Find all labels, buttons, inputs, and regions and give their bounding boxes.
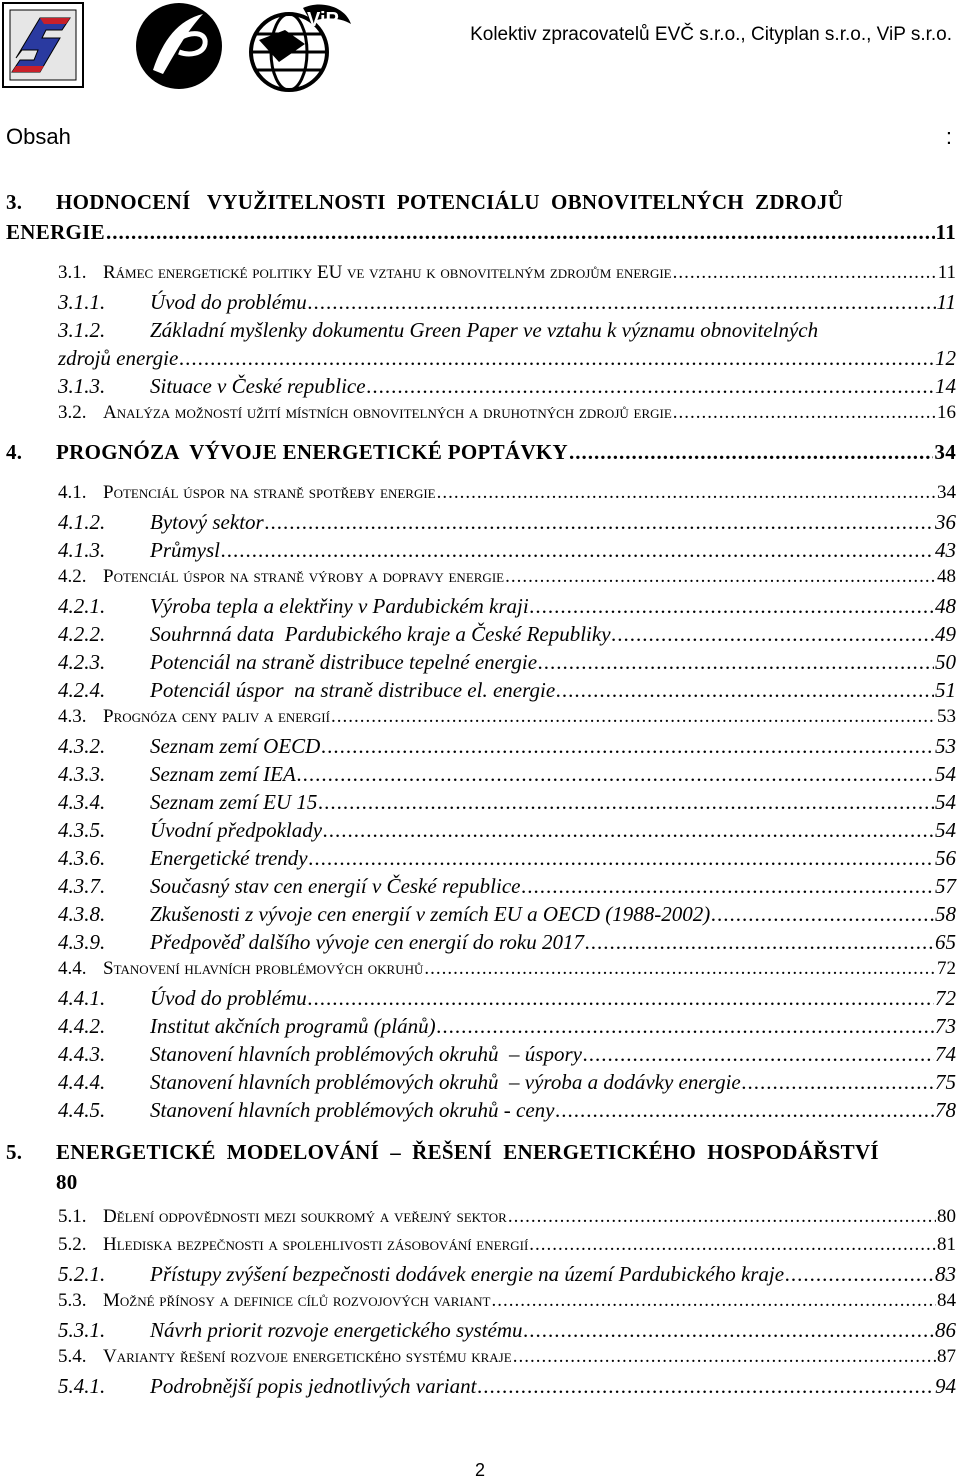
toc-entry-title: Úvod do problému	[150, 986, 307, 1010]
toc-entry-title: Výroba tepla a elektřiny v Pardubickém kraji	[150, 594, 529, 618]
toc-entry[interactable]	[58, 650, 956, 675]
toc-entry[interactable]	[58, 1098, 956, 1123]
toc-entry-number: 3.1.2.	[58, 318, 106, 342]
toc-entry[interactable]	[56, 1170, 956, 1195]
toc-entry[interactable]	[58, 1374, 956, 1399]
toc-colon: :	[945, 124, 952, 149]
toc-leader	[585, 930, 934, 955]
toc-entry-number: 3.1.1.	[58, 290, 106, 314]
toc-entry[interactable]	[58, 1290, 956, 1312]
toc-entry-title: Potenciál úspor na straně výroby a dopravy energie	[103, 566, 505, 587]
toc-entry-number: 4.4.1.	[58, 986, 106, 1010]
toc-entry-number: 4.4.5.	[58, 1098, 106, 1122]
toc-leader	[367, 374, 934, 399]
toc-leader	[569, 440, 933, 465]
toc-leader	[437, 482, 936, 504]
toc-entry-title: Stanovení hlavních problémových okruhů	[103, 958, 424, 979]
toc-entry[interactable]	[58, 402, 956, 424]
toc-entry[interactable]	[58, 930, 956, 955]
toc-entry-page: 72	[937, 958, 956, 979]
toc-entry-title: Současný stav cen energií v České republice	[150, 874, 521, 898]
toc-entry[interactable]	[58, 902, 956, 927]
toc-entry-number: 3.1.3.	[58, 374, 106, 398]
toc-entry-page: 86	[935, 1318, 956, 1342]
toc-entry-number: 3.	[6, 190, 23, 214]
toc-entry[interactable]	[58, 874, 956, 899]
toc-entry[interactable]	[58, 846, 956, 871]
toc-entry-title: Základní myšlenky dokumentu Green Paper ve vztahu k významu obnovitelných	[150, 318, 819, 342]
toc-entry[interactable]	[58, 290, 956, 315]
toc-leader	[106, 220, 935, 245]
toc-entry-title: PROGNÓZA VÝVOJE ENERGETICKÉ POPTÁVKY	[56, 440, 569, 464]
toc-entry-number: 5.1.	[58, 1206, 87, 1227]
toc-entry-page: 81	[937, 1234, 956, 1255]
toc-entry-page: 11	[935, 220, 956, 244]
toc-entry-title: Dělení odpovědnosti mezi soukromý a veřejný sektor	[103, 1206, 507, 1227]
toc-leader	[523, 1318, 934, 1343]
toc-entry-page: 74	[935, 1042, 956, 1066]
toc-entry[interactable]	[58, 762, 956, 787]
toc-title: Obsah	[6, 124, 71, 149]
toc-entry-number: 5.2.1.	[58, 1262, 106, 1286]
toc-entry-page: 57	[935, 874, 956, 898]
toc-entry-number: 4.4.	[58, 958, 87, 979]
toc-entry-number: 4.3.4.	[58, 790, 106, 814]
toc-entry-number: 5.2.	[58, 1234, 87, 1255]
toc-entry[interactable]	[58, 1346, 956, 1368]
toc-entry-page: 78	[935, 1098, 956, 1122]
toc-leader	[323, 818, 934, 843]
toc-leader	[477, 1374, 934, 1399]
toc-entry[interactable]	[58, 566, 956, 588]
toc-entry-number: 4.2.1.	[58, 594, 106, 618]
toc-entry[interactable]	[58, 1318, 956, 1343]
toc-leader	[711, 902, 934, 927]
toc-leader	[179, 346, 934, 371]
toc-entry-number: 4.3.	[58, 706, 87, 727]
toc-leader	[424, 958, 936, 980]
toc-entry[interactable]	[58, 318, 956, 343]
toc-entry-title: Stanovení hlavních problémových okruhů - ceny	[150, 1098, 555, 1122]
toc-entry-page: 73	[935, 1014, 956, 1038]
toc-entry-title: Hlediska bezpečnosti a spolehlivosti zásobování energií	[103, 1234, 529, 1255]
toc-entry[interactable]	[58, 1262, 956, 1287]
toc-entry-title: Souhrnná data Pardubického kraje a České Republiky	[150, 622, 611, 646]
toc-entry-number: 5.3.1.	[58, 1318, 106, 1342]
toc-entry-page: 84	[937, 1290, 956, 1311]
toc-leader	[492, 1290, 937, 1312]
toc-entry[interactable]	[58, 262, 956, 284]
toc-leader	[308, 986, 934, 1011]
toc-entry-title: Potenciál na straně distribuce tepelné energie	[150, 650, 538, 674]
toc-entry-title: Stanovení hlavních problémových okruhů – výroba a dodávky energie	[150, 1070, 741, 1094]
toc-leader	[318, 790, 934, 815]
toc-entry-number: 4.4.4.	[58, 1070, 106, 1094]
toc-entry-title: Varianty řešení rozvoje energetického systému kraje	[103, 1346, 512, 1367]
toc-entry-title: Analýza možností užití místních obnovitelných a druhotných zdrojů ergie	[103, 402, 672, 423]
toc-entry-page: 16	[937, 402, 956, 423]
toc-entry-page: 54	[935, 790, 956, 814]
toc-entry-title: Seznam zemí OECD	[150, 734, 321, 758]
toc-entry-page: 72	[935, 986, 956, 1010]
toc-entry-number: 4.3.5.	[58, 818, 106, 842]
toc-leader	[521, 874, 934, 899]
toc-entry[interactable]	[58, 538, 956, 563]
toc-entry[interactable]	[58, 374, 956, 399]
toc-entry-title: Možné přínosy a definice cílů rozvojových variant	[103, 1290, 491, 1311]
toc-entry-title: Zkušenosti z vývoje cen energií v zemích EU a OECD (1988-2002)	[150, 902, 711, 926]
toc-leader	[538, 650, 934, 675]
toc-entry-number: 4.2.	[58, 566, 87, 587]
toc-entry-page: 87	[937, 1346, 956, 1367]
toc-entry-page: 75	[935, 1070, 956, 1094]
toc-leader	[265, 510, 934, 535]
toc-leader	[583, 1042, 934, 1067]
toc-entry-page: 14	[935, 374, 956, 398]
toc-leader	[673, 402, 936, 424]
toc-entry-number: 4.4.3.	[58, 1042, 106, 1066]
toc-entry[interactable]	[58, 482, 956, 504]
toc-entry-page: 54	[935, 762, 956, 786]
toc-entry-title: Rámec energetické politiky EU ve vztahu k obnovitelným zdrojům energie	[103, 262, 672, 283]
toc-leader	[308, 290, 936, 315]
toc-entry-number: 4.	[6, 440, 23, 464]
toc-leader	[612, 622, 934, 647]
toc-entry-number: 4.3.8.	[58, 902, 106, 926]
vip-logo-text: ViP	[307, 9, 339, 31]
toc-entry-number: 3.1.	[58, 262, 87, 283]
toc-leader	[513, 1346, 936, 1368]
toc-entry[interactable]	[58, 594, 956, 619]
toc-entry[interactable]	[58, 1014, 956, 1039]
toc-entry-title: Potenciál úspor na straně distribuce el. energie	[150, 678, 556, 702]
toc-entry-page: 53	[935, 734, 956, 758]
toc-entry-number: 4.2.3.	[58, 650, 106, 674]
company-header: Kolektiv zpracovatelů EVČ s.r.o., Cityplan s.r.o., ViP s.r.o.	[470, 24, 952, 45]
toc-entry-page: 50	[935, 650, 956, 674]
toc-entry[interactable]	[58, 706, 956, 728]
toc-entry-number: 4.3.7.	[58, 874, 106, 898]
toc-entry-title: Úvodní předpoklady	[150, 818, 323, 842]
toc-entry-title: Úvod do problému	[150, 290, 307, 314]
toc-leader	[309, 846, 934, 871]
toc-leader	[556, 1098, 935, 1123]
toc-entry[interactable]	[58, 346, 956, 371]
toc-entry-page: 53	[937, 706, 956, 727]
toc-entry[interactable]	[6, 440, 956, 465]
toc-entry-page: 11	[937, 262, 956, 283]
toc-entry-title-cont: zdrojů energie	[58, 346, 179, 370]
toc-entry[interactable]	[6, 1140, 956, 1165]
toc-entry-number: 5.4.1.	[58, 1374, 106, 1398]
toc-entry-page: 51	[935, 678, 956, 702]
toc-entry-page: 54	[935, 818, 956, 842]
toc-entry[interactable]	[58, 790, 956, 815]
toc-entry-number: 3.2.	[58, 402, 87, 423]
toc-leader	[437, 1014, 934, 1039]
toc-entry[interactable]	[58, 1206, 956, 1228]
toc-entry[interactable]	[58, 622, 956, 647]
page-number: 2	[474, 1460, 485, 1480]
toc-leader	[321, 734, 934, 759]
toc-leader	[529, 1234, 936, 1256]
toc-entry-number: 4.4.2.	[58, 1014, 106, 1038]
toc-leader	[508, 1206, 936, 1228]
toc-entry-page: 36	[935, 510, 956, 534]
toc-entry-title-cont: ENERGIE	[6, 220, 105, 244]
toc-entry[interactable]	[58, 818, 956, 843]
toc-entry-number: 4.1.3.	[58, 538, 106, 562]
toc-entry-page: 43	[935, 538, 956, 562]
toc-entry-number: 4.2.4.	[58, 678, 106, 702]
vip-logo	[245, 0, 355, 95]
toc-leader	[505, 566, 936, 588]
toc-entry[interactable]	[6, 190, 956, 215]
toc-entry-number: 5.3.	[58, 1290, 87, 1311]
toc-entry-number: 5.	[6, 1140, 23, 1164]
toc-entry-page: 34	[937, 482, 956, 503]
toc-entry-title: Návrh priorit rozvoje energetického systému	[150, 1318, 523, 1342]
toc-entry-page: 80	[937, 1206, 956, 1227]
toc-leader	[742, 1070, 934, 1095]
toc-entry-title: Přístupy zvýšení bezpečnosti dodávek energie na území Pardubického kraje	[150, 1262, 785, 1286]
toc-entry-title: Potenciál úspor na straně spotřeby energie	[103, 482, 436, 503]
toc-entry-page: 56	[935, 846, 956, 870]
toc-leader	[331, 706, 936, 728]
toc-leader	[556, 678, 934, 703]
toc-leader	[530, 594, 934, 619]
cityplan-logo	[133, 0, 225, 92]
toc-leader	[297, 762, 934, 787]
toc-entry-title: Institut akčních programů (plánů)	[150, 1014, 436, 1038]
toc-entry[interactable]	[58, 734, 956, 759]
toc-entry-title: Předpověď dalšího vývoje cen energií do roku 2017	[150, 930, 585, 954]
toc-entry-number: 5.4.	[58, 1346, 87, 1367]
toc-entry-page: 12	[935, 346, 956, 370]
toc-leader	[785, 1262, 934, 1287]
evc-logo	[0, 0, 86, 90]
toc-entry-page: 48	[937, 566, 956, 587]
toc-entry-number: 4.3.3.	[58, 762, 106, 786]
toc-entry-page: 11	[936, 290, 956, 314]
toc-entry-title: Prognóza ceny paliv a energií	[103, 706, 330, 727]
toc-heading	[6, 124, 952, 150]
toc-entry-number: 4.3.2.	[58, 734, 106, 758]
toc-leader	[221, 538, 934, 563]
toc-entry-page: 94	[935, 1374, 956, 1398]
toc-entry[interactable]	[58, 1042, 956, 1067]
toc-entry[interactable]	[58, 1234, 956, 1256]
toc-entry-title: Energetické trendy	[150, 846, 308, 870]
toc-entry[interactable]	[58, 1070, 956, 1095]
toc-entry-number: 4.1.2.	[58, 510, 106, 534]
toc-entry-page: 49	[935, 622, 956, 646]
toc-entry-page: 48	[935, 594, 956, 618]
toc-entry-title-cont: 80	[56, 1170, 78, 1194]
toc-entry[interactable]	[58, 958, 956, 980]
toc-entry-title: Situace v České republice	[150, 374, 366, 398]
toc-entry[interactable]	[58, 986, 956, 1011]
toc-entry-title: Bytový sektor	[150, 510, 264, 534]
toc-entry-number: 4.2.2.	[58, 622, 106, 646]
toc-leader	[673, 262, 937, 284]
toc-entry-title: Průmysl	[150, 538, 220, 562]
toc-entry[interactable]	[58, 678, 956, 703]
toc-entry-title: Stanovení hlavních problémových okruhů – úspory	[150, 1042, 582, 1066]
toc-entry-page: 65	[935, 930, 956, 954]
toc-entry[interactable]	[6, 220, 956, 245]
toc-entry[interactable]	[58, 510, 956, 535]
toc-entry-title: HODNOCENÍ VYUŽITELNOSTI POTENCIÁLU OBNOVITELNÝCH ZDROJŮ	[56, 190, 844, 214]
toc-entry-page: 58	[935, 902, 956, 926]
toc-entry-title: Seznam zemí EU 15	[150, 790, 318, 814]
toc-entry-number: 4.3.9.	[58, 930, 106, 954]
toc-entry-title: Podrobnější popis jednotlivých variant	[150, 1374, 477, 1398]
toc-entry-number: 4.1.	[58, 482, 87, 503]
toc-entry-title: ENERGETICKÉ MODELOVÁNÍ – ŘEŠENÍ ENERGETICKÉHO HOSPODÁŘSTVÍ	[56, 1140, 879, 1164]
toc-entry-number: 4.3.6.	[58, 846, 106, 870]
toc-entry-page: 83	[935, 1262, 956, 1286]
toc-entry-page: 34	[934, 440, 956, 464]
toc-entry-title: Seznam zemí IEA	[150, 762, 296, 786]
